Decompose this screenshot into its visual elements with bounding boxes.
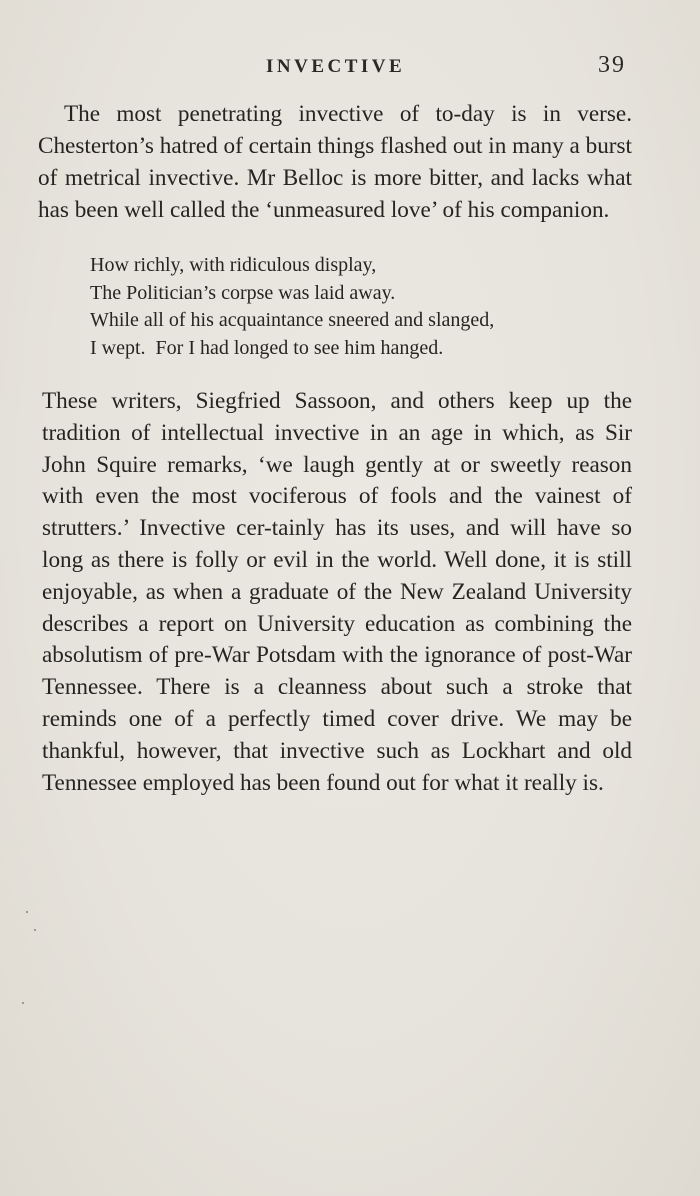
paper-speck — [26, 911, 28, 913]
body-text — [38, 98, 632, 799]
paper-speck — [34, 929, 36, 931]
running-head — [0, 52, 700, 84]
paragraph-2: These writers, Siegfried Sassoon, and others keep up the tradition of intellectual invective in an age in which, as Sir John Squire remarks, ‘we laugh gently at or sweetly reason with even the most vociferous of fools and the vainest of strutters.’ Invective cer-tainly has its uses, and will have so long as there is folly or evil in the world. Well done, it is still enjoyable, as when a graduate of the New Zealand University describes a report on University education as combining the absolutism of pre-War Potsdam with the ignorance of post-War Tennessee. There is a cleanness about such a stroke that reminds one of a perfectly timed cover drive. We may be thankful, however, that invective such as Lockhart and old Tennessee employed has been found out for what it really is. — [42, 388, 632, 796]
page-number: 39 — [598, 52, 626, 78]
verse-line-4: I wept. For I had longed to see him hanged. — [90, 336, 444, 359]
paragraph-1: The most penetrating invective of to-day is in verse. Chesterton’s hatred of certain things flashed out in many a burst of metrical invective. Mr Belloc is more bitter, and lacks what has been well called the ‘unmeasured love’ of his companion. — [38, 101, 632, 223]
verse-line-3: While all of his acquaintance sneered and slanged, — [90, 309, 495, 331]
paper-speck — [22, 1002, 24, 1004]
verse-line-1: How richly, with ridiculous display, — [90, 254, 377, 276]
verse-quotation — [90, 252, 632, 362]
running-title: INVECTIVE — [266, 56, 406, 77]
verse-line-2: The Politician’s corpse was laid away. — [90, 281, 396, 304]
